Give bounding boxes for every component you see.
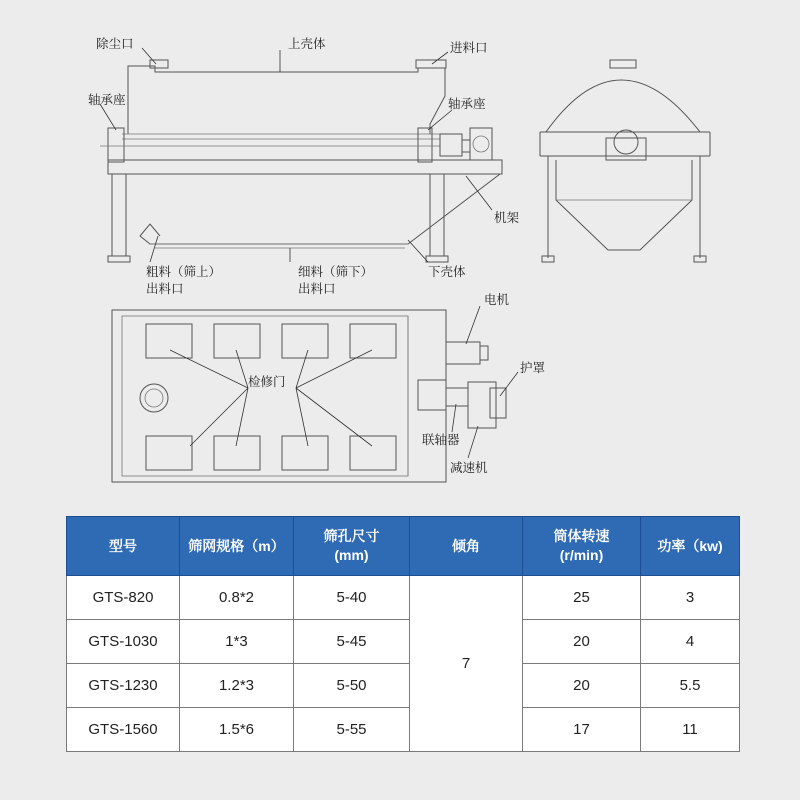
- header-model: 型号: [67, 517, 180, 576]
- feed-inlet-label: 进料口: [450, 40, 488, 55]
- dust-outlet-label: 除尘口: [96, 36, 134, 51]
- header-mesh-spec: 筛网规格（m）: [180, 517, 294, 576]
- motor-label: 电机: [484, 292, 510, 307]
- header-speed: 筒体转速 (r/min): [523, 517, 641, 576]
- side-view: [540, 60, 710, 262]
- table-row: [67, 664, 740, 708]
- cell-power: 3: [641, 576, 740, 620]
- header-angle: 倾角: [410, 517, 523, 576]
- cell-speed: 25: [523, 576, 641, 620]
- table-row: [67, 576, 740, 620]
- bearing-left-label: 轴承座: [88, 92, 126, 107]
- table-header-row: [67, 517, 740, 576]
- inspection-door-label: 检修门: [248, 374, 286, 389]
- frame-label: 机架: [494, 210, 520, 225]
- cell-speed: 17: [523, 708, 641, 752]
- cell-model: GTS-1230: [67, 664, 180, 708]
- coupling-label: 联轴器: [422, 432, 460, 447]
- cell-mesh: 0.8*2: [180, 576, 294, 620]
- cell-mesh: 1.5*6: [180, 708, 294, 752]
- cell-aperture: 5-50: [294, 664, 410, 708]
- cell-model: GTS-820: [67, 576, 180, 620]
- guard-label: 护罩: [520, 360, 546, 375]
- upper-shell-label: 上壳体: [288, 36, 326, 51]
- cell-power: 5.5: [641, 664, 740, 708]
- cell-mesh: 1*3: [180, 620, 294, 664]
- reducer-label: 减速机: [450, 460, 488, 475]
- cell-aperture: 5-40: [294, 576, 410, 620]
- spec-table: [66, 516, 740, 752]
- cell-aperture: 5-45: [294, 620, 410, 664]
- front-view: [100, 48, 502, 262]
- cell-angle: 7: [410, 576, 523, 752]
- fine-outlet-label-2: 出料口: [298, 281, 336, 296]
- coarse-outlet-label-1: 粗料（筛上）: [146, 264, 222, 279]
- coarse-outlet-label-2: 出料口: [146, 281, 184, 296]
- header-aperture: 筛孔尺寸 (mm): [294, 517, 410, 576]
- cell-power: 11: [641, 708, 740, 752]
- table-row: [67, 620, 740, 664]
- bearing-right-label: 轴承座: [448, 96, 486, 111]
- cell-power: 4: [641, 620, 740, 664]
- cell-model: GTS-1030: [67, 620, 180, 664]
- header-power: 功率（kw): [641, 517, 740, 576]
- table-row: [67, 708, 740, 752]
- cell-aperture: 5-55: [294, 708, 410, 752]
- plan-view: [112, 306, 518, 482]
- lower-shell-label: 下壳体: [428, 264, 466, 279]
- fine-outlet-label-1: 细料（筛下）: [298, 264, 374, 279]
- cell-speed: 20: [523, 664, 641, 708]
- cell-model: GTS-1560: [67, 708, 180, 752]
- cell-speed: 20: [523, 620, 641, 664]
- cell-mesh: 1.2*3: [180, 664, 294, 708]
